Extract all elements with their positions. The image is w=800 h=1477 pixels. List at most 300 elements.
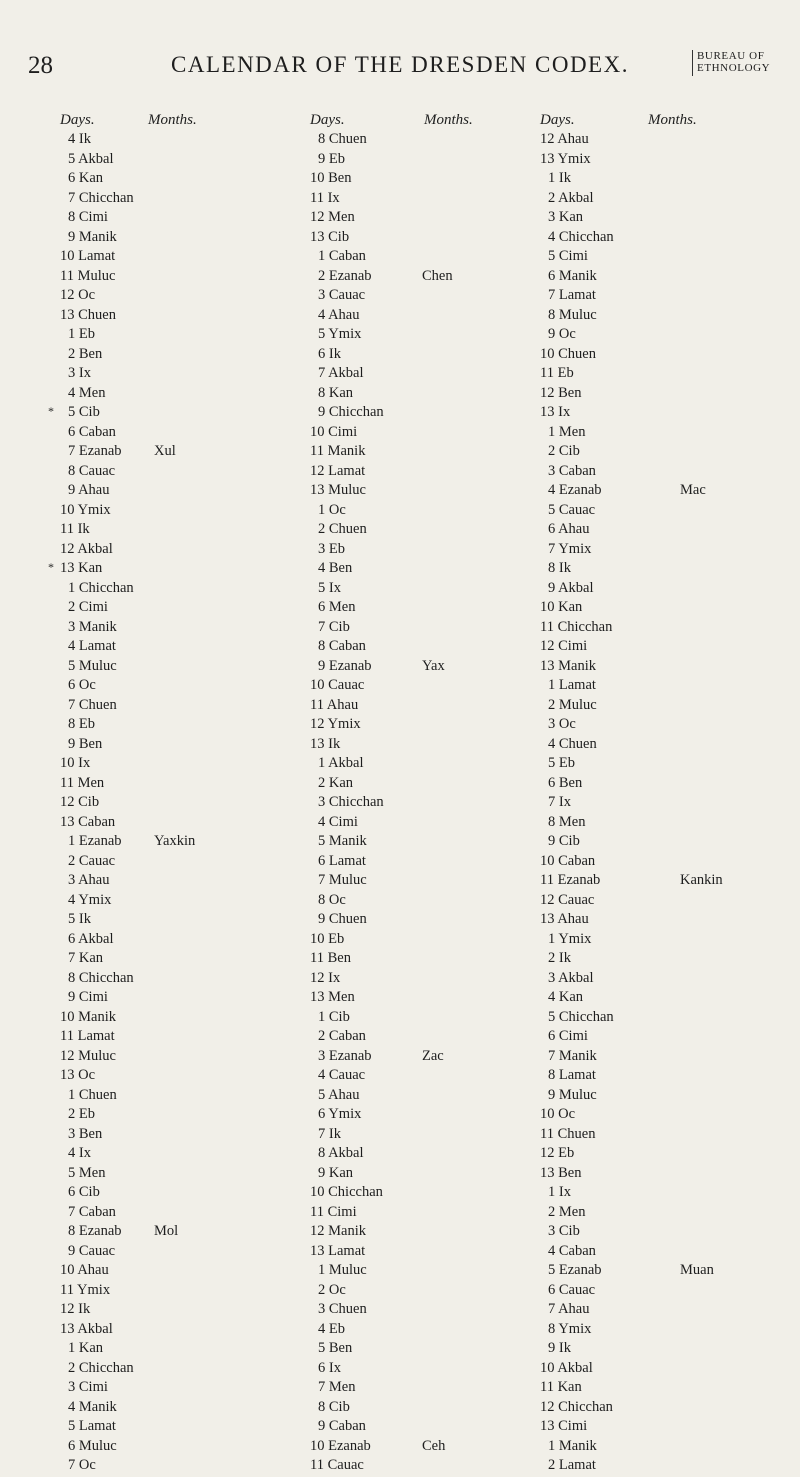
list-item [530, 931, 785, 951]
list-item [530, 424, 785, 444]
day-name: 9 Chuen [318, 911, 367, 927]
day-name: 10 Cauac [310, 677, 365, 693]
list-item [530, 1360, 785, 1380]
day-name: 11 Manik [310, 443, 366, 459]
day-name: 10 Caban [540, 852, 596, 869]
month-name: Zac [422, 1047, 444, 1064]
list-item [278, 619, 548, 639]
day-name: 7 Ik [318, 1125, 341, 1142]
list-item [530, 1028, 785, 1048]
day-name: 6 Men [318, 599, 356, 615]
list-item [278, 463, 548, 483]
list-item [60, 1028, 300, 1048]
list-item [278, 1360, 548, 1380]
list-item [60, 248, 300, 268]
list-item [60, 307, 300, 327]
list-item [278, 1438, 548, 1458]
day-name: 9 Oc [548, 326, 576, 342]
day-name: 7 Ahau [548, 1301, 590, 1317]
list-item [60, 716, 300, 736]
day-name: 1 Ezanab [68, 833, 122, 849]
day-name: 4 Chicchan [548, 228, 614, 245]
day-name: 2 Ben [68, 345, 103, 362]
list-item [278, 502, 548, 522]
day-name: 8 Muluc [548, 306, 597, 323]
list-item [60, 131, 300, 151]
day-name: 3 Manik [68, 618, 117, 635]
list-item [278, 1106, 548, 1126]
day-name: 8 Ezanab [68, 1223, 122, 1239]
day-name: 7 Muluc [318, 872, 367, 888]
list-item [278, 209, 548, 229]
day-name: 4 Ik [68, 131, 91, 147]
day-name: 9 Kan [318, 1164, 354, 1181]
list-item [60, 775, 300, 795]
asterisk-mark: * [48, 560, 54, 574]
day-name: 8 Kan [318, 384, 354, 401]
month-name: Mac [680, 482, 706, 498]
day-name: 11 Chuen [540, 1125, 596, 1142]
month-name: Yaxkin [154, 833, 196, 849]
list-item [278, 1321, 548, 1341]
list-item [278, 1379, 548, 1399]
month-name: Ceh [422, 1437, 446, 1454]
list-item [60, 1282, 300, 1302]
day-name: 9 Caban [318, 1418, 366, 1434]
list-item [48, 404, 300, 424]
list-item [60, 326, 300, 346]
list-item [60, 443, 300, 463]
days-heading: Days. [310, 112, 345, 128]
day-name: 4 Ahau [318, 306, 360, 323]
day-name: 5 Lamat [68, 1418, 116, 1434]
day-name: 9 Cib [548, 833, 580, 849]
day-name: 12 Men [310, 209, 355, 225]
day-name: 12 Cauac [540, 891, 595, 908]
day-name: 9 Eb [318, 150, 345, 167]
list-item [530, 1067, 785, 1087]
day-name: 5 Ezanab [548, 1262, 602, 1278]
list-item [60, 463, 300, 483]
column-header [278, 112, 548, 131]
day-name: 8 Men [548, 813, 586, 830]
day-name: 13 Manik [540, 657, 596, 674]
list-item [530, 307, 785, 327]
list-item [60, 268, 300, 288]
list-item [60, 814, 300, 834]
day-name: 1 Ymix [548, 930, 592, 947]
day-name: 1 Muluc [318, 1262, 367, 1278]
list-item [60, 1067, 300, 1087]
list-item [278, 170, 548, 190]
day-name: 7 Chicchan [68, 189, 134, 206]
day-name: 11 Eb [540, 365, 574, 381]
month-name: Xul [154, 443, 176, 459]
day-name: 5 Ik [68, 911, 91, 927]
list-item [530, 229, 785, 249]
list-item [278, 1418, 548, 1438]
day-name: 10 Eb [310, 930, 345, 947]
day-name: 6 Caban [68, 423, 116, 440]
list-item [530, 1340, 785, 1360]
day-name: 5 Muluc [68, 657, 117, 674]
list-item [60, 1262, 300, 1282]
day-name: 7 Akbal [318, 365, 364, 381]
day-name: 2 Ik [548, 950, 571, 966]
list-item [278, 385, 548, 405]
day-name: 3 Cimi [68, 1379, 108, 1395]
day-name: 6 Cib [68, 1184, 100, 1200]
list-item [278, 814, 548, 834]
list-item [60, 697, 300, 717]
list-item [60, 1184, 300, 1204]
list-item [530, 892, 785, 912]
list-item [278, 1243, 548, 1263]
day-name: 1 Caban [318, 248, 366, 264]
list-item [48, 560, 300, 580]
months-heading: Months. [148, 112, 197, 128]
column-header [530, 112, 785, 131]
list-item [530, 1282, 785, 1302]
day-name: 7 Caban [68, 1203, 116, 1220]
day-name: 10 Ymix [60, 501, 111, 518]
day-name: 11 Lamat [60, 1028, 115, 1044]
list-item [530, 463, 785, 483]
day-name: 1 Akbal [318, 755, 364, 771]
list-item [278, 1048, 548, 1068]
list-item [278, 229, 548, 249]
day-list [48, 131, 300, 1477]
list-item [60, 755, 300, 775]
list-item [530, 1048, 785, 1068]
list-item [60, 170, 300, 190]
day-name: 12 Cimi [540, 638, 588, 654]
list-item [60, 1145, 300, 1165]
day-name: 5 Ix [318, 579, 341, 596]
day-name: 12 Ahau [540, 131, 589, 147]
day-name: 1 Oc [318, 501, 346, 518]
day-name: 12 Cib [60, 794, 100, 810]
list-item [60, 1340, 300, 1360]
day-name: 1 Cib [318, 1008, 350, 1025]
list-item [60, 1321, 300, 1341]
list-item [60, 892, 300, 912]
day-name: 5 Ymix [318, 326, 362, 342]
day-name: 13 Ben [540, 1164, 582, 1181]
list-item [60, 970, 300, 990]
list-item [278, 482, 548, 502]
asterisk-mark: * [48, 404, 54, 418]
day-name: 2 Cimi [68, 599, 108, 615]
day-name: 8 Ik [548, 560, 571, 576]
day-name: 8 Lamat [548, 1067, 596, 1083]
day-name: 13 Ahau [540, 911, 589, 927]
list-item [60, 599, 300, 619]
list-item [530, 1399, 785, 1419]
month-name: Chen [422, 267, 453, 284]
list-item [60, 1126, 300, 1146]
list-item [530, 346, 785, 366]
list-item [278, 697, 548, 717]
list-item [60, 911, 300, 931]
list-item [60, 209, 300, 229]
day-name: 10 Oc [540, 1106, 576, 1122]
day-name: 5 Akbal [68, 150, 114, 167]
day-name: 2 Ezanab [318, 267, 372, 284]
day-list [278, 131, 548, 1477]
list-item [530, 580, 785, 600]
list-item [278, 131, 548, 151]
list-item [60, 190, 300, 210]
day-name: 13 Cimi [540, 1418, 588, 1434]
list-item [278, 365, 548, 385]
day-name: 8 Caban [318, 638, 366, 654]
day-name: 3 Caban [548, 462, 596, 479]
list-item [530, 1418, 785, 1438]
day-name: 12 Ik [60, 1301, 91, 1317]
day-name: 6 Ymix [318, 1106, 362, 1122]
list-item [530, 1087, 785, 1107]
day-name: 2 Chicchan [68, 1359, 134, 1376]
day-name: 10 Chuen [540, 345, 596, 362]
list-item [60, 1360, 300, 1380]
day-list [530, 131, 785, 1477]
day-name: 7 Chuen [68, 696, 117, 713]
day-name: 2 Cib [548, 443, 580, 459]
day-name: 3 Ezanab [318, 1047, 372, 1064]
months-heading: Months. [424, 112, 473, 128]
list-item [530, 541, 785, 561]
list-item [278, 190, 548, 210]
list-item [530, 736, 785, 756]
day-name: 3 Oc [548, 716, 576, 732]
list-item [278, 1204, 548, 1224]
list-item [530, 619, 785, 639]
day-name: 8 Oc [318, 891, 346, 908]
list-item [60, 1009, 300, 1029]
day-name: 3 Ben [68, 1125, 103, 1142]
day-name: 13 Ymix [540, 150, 591, 167]
day-name: 8 Chicchan [68, 969, 134, 986]
list-item [60, 1243, 300, 1263]
list-item [278, 989, 548, 1009]
day-name: 2 Muluc [548, 696, 597, 713]
list-item [530, 1379, 785, 1399]
list-item [530, 833, 785, 853]
day-name: 8 Eb [68, 716, 95, 732]
day-name: 2 Oc [318, 1281, 346, 1298]
day-name: 6 Kan [68, 170, 104, 186]
bureau-of-ethnology-mark [692, 50, 770, 76]
list-item [530, 482, 785, 502]
list-item [278, 736, 548, 756]
list-item [530, 151, 785, 171]
day-name: 2 Men [548, 1203, 586, 1220]
day-name: 11 Men [60, 774, 105, 791]
day-name: 10 Manik [60, 1008, 116, 1025]
list-item [278, 1087, 548, 1107]
day-name: 12 Ix [310, 969, 341, 986]
day-name: 6 Ix [318, 1359, 341, 1376]
day-name: 6 Manik [548, 267, 597, 284]
list-item [530, 1165, 785, 1185]
list-item [530, 248, 785, 268]
list-item [530, 989, 785, 1009]
days-heading: Days. [60, 112, 95, 128]
list-item [60, 229, 300, 249]
list-item [530, 131, 785, 151]
list-item [60, 502, 300, 522]
list-item [530, 775, 785, 795]
day-name: 6 Akbal [68, 930, 114, 947]
day-name: 2 Eb [68, 1106, 95, 1122]
list-item [60, 1223, 300, 1243]
day-name: 10 Kan [540, 599, 583, 615]
day-name: 10 Ahau [60, 1262, 109, 1278]
day-name: 12 Ymix [310, 716, 361, 732]
day-name: 1 Chuen [68, 1086, 117, 1103]
list-item [278, 892, 548, 912]
list-item [278, 1009, 548, 1029]
day-name: 1 Ik [548, 170, 571, 186]
day-name: 7 Lamat [548, 287, 596, 303]
list-item [530, 599, 785, 619]
page-number: 28 [28, 52, 53, 79]
day-name: 10 Ix [60, 755, 91, 771]
day-name: 1 Manik [548, 1437, 597, 1454]
day-name: 11 Kan [540, 1379, 582, 1395]
list-item [60, 424, 300, 444]
list-item [60, 1418, 300, 1438]
day-name: 6 Muluc [68, 1437, 117, 1454]
day-name: 4 Lamat [68, 638, 116, 654]
list-item [60, 638, 300, 658]
day-name: 6 Ben [548, 774, 583, 791]
list-item [530, 1243, 785, 1263]
day-name: 8 Akbal [318, 1145, 364, 1161]
list-item [530, 716, 785, 736]
list-item [60, 482, 300, 502]
day-name: 1 Kan [68, 1340, 104, 1356]
list-item [278, 677, 548, 697]
day-name: 4 Chuen [548, 735, 597, 752]
list-item [60, 1106, 300, 1126]
day-name: 13 Kan [60, 560, 103, 576]
list-item [278, 424, 548, 444]
list-item [278, 248, 548, 268]
list-item [278, 521, 548, 541]
list-item [60, 1301, 300, 1321]
list-item [278, 638, 548, 658]
list-item [530, 287, 785, 307]
list-item [530, 1184, 785, 1204]
day-name: 5 Manik [318, 833, 367, 849]
day-name: 11 Ezanab [540, 872, 601, 888]
list-item [530, 385, 785, 405]
calendar-column-3 [530, 112, 785, 1477]
day-name: 4 Ben [318, 560, 353, 576]
list-item [278, 931, 548, 951]
list-item [278, 1145, 548, 1165]
list-item [278, 151, 548, 171]
day-name: 4 Men [68, 384, 106, 401]
list-item [530, 268, 785, 288]
day-name: 13 Chuen [60, 306, 116, 323]
day-name: 4 Ezanab [548, 482, 602, 498]
list-item [530, 1301, 785, 1321]
day-name: 11 Ben [310, 950, 351, 966]
list-item [278, 326, 548, 346]
day-name: 6 Ahau [548, 521, 590, 537]
list-item [530, 794, 785, 814]
list-item [278, 1165, 548, 1185]
day-name: 10 Ezanab [310, 1437, 371, 1454]
day-name: 13 Caban [60, 813, 116, 830]
day-name: 13 Akbal [60, 1320, 113, 1337]
day-name: 3 Cib [548, 1223, 580, 1239]
day-name: 2 Chuen [318, 521, 367, 537]
list-item [530, 365, 785, 385]
page-header [0, 48, 800, 88]
list-item [278, 1126, 548, 1146]
day-name: 7 Oc [68, 1457, 96, 1473]
list-item [278, 1301, 548, 1321]
day-name: 13 Cib [310, 228, 350, 245]
months-heading: Months. [648, 112, 697, 128]
day-name: 5 Eb [548, 755, 575, 771]
day-name: 2 Caban [318, 1028, 366, 1044]
list-item [60, 287, 300, 307]
day-name: 7 Ymix [548, 540, 592, 557]
list-item [60, 541, 300, 561]
day-name: 10 Cimi [310, 423, 358, 440]
list-item [530, 443, 785, 463]
day-name: 5 Ben [318, 1340, 353, 1356]
day-name: 11 Chicchan [540, 618, 613, 635]
day-name: 8 Ymix [548, 1320, 592, 1337]
day-name: 12 Chicchan [540, 1398, 613, 1415]
list-item [278, 1457, 548, 1477]
day-name: 7 Men [318, 1379, 356, 1395]
list-item [278, 794, 548, 814]
day-name: 4 Ymix [68, 891, 112, 908]
list-item [60, 1165, 300, 1185]
list-item [278, 307, 548, 327]
list-item [530, 872, 785, 892]
list-item [278, 580, 548, 600]
day-name: 6 Cauac [548, 1281, 596, 1298]
day-name: 8 Cimi [68, 209, 108, 225]
list-item [530, 502, 785, 522]
list-item [530, 814, 785, 834]
list-item [60, 580, 300, 600]
list-item [278, 853, 548, 873]
day-name: 9 Ahau [68, 482, 110, 498]
list-item [60, 677, 300, 697]
list-item [278, 1399, 548, 1419]
list-item [278, 443, 548, 463]
list-item [60, 1438, 300, 1458]
list-item [278, 560, 548, 580]
day-name: 6 Cimi [548, 1028, 588, 1044]
day-name: 2 Lamat [548, 1457, 596, 1473]
list-item [530, 1223, 785, 1243]
day-name: 9 Muluc [548, 1086, 597, 1103]
day-name: 10 Lamat [60, 248, 116, 264]
day-name: 5 Cimi [548, 248, 588, 264]
list-item [530, 911, 785, 931]
list-item [60, 1048, 300, 1068]
